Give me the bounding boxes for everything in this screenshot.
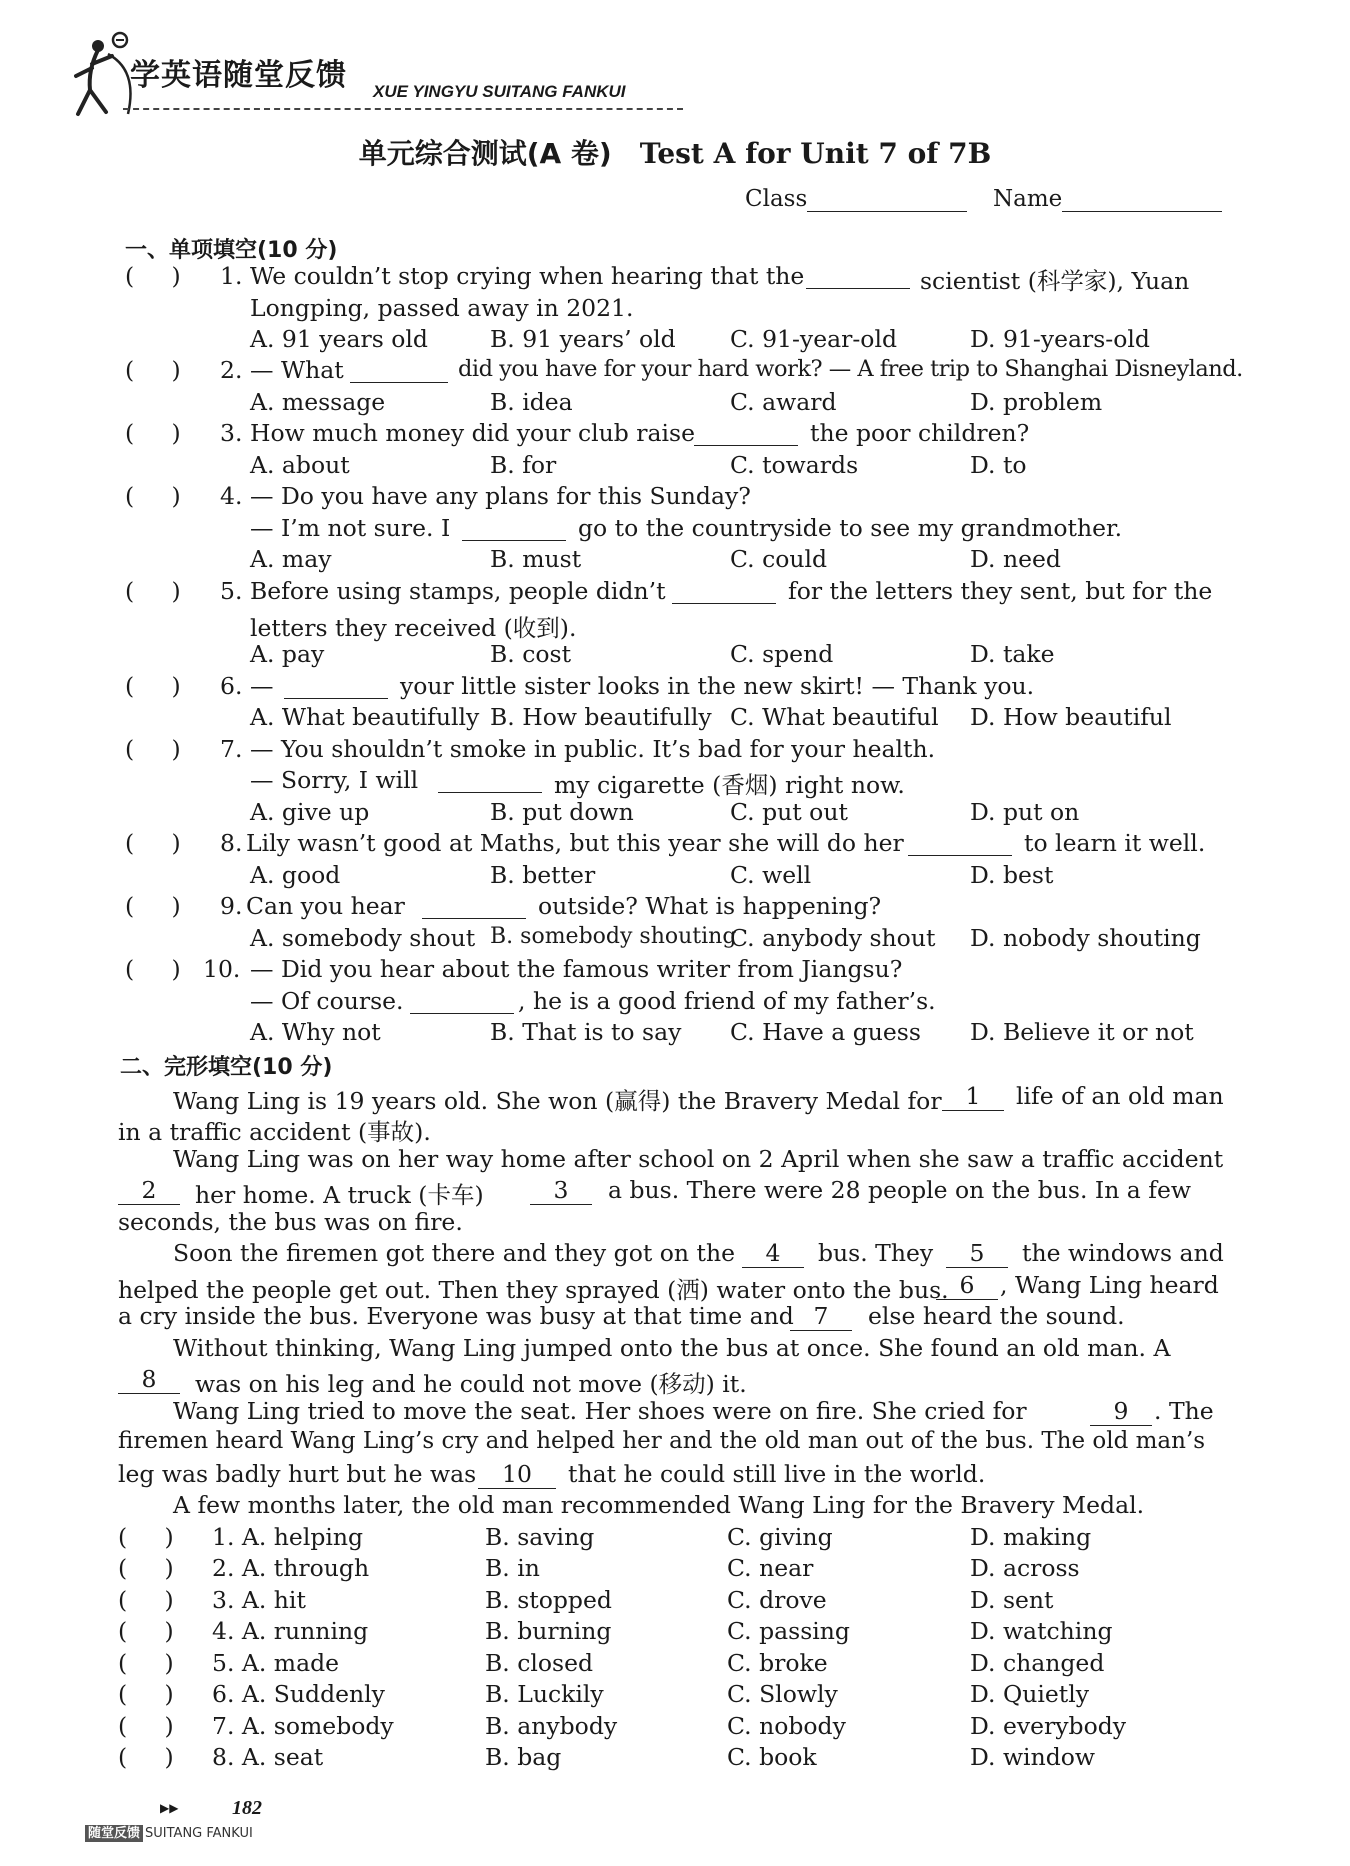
question-text: the poor children? bbox=[810, 419, 1030, 447]
option-b[interactable]: B. burning bbox=[485, 1617, 612, 1645]
passage-text: . The bbox=[1154, 1397, 1214, 1425]
question-text: did you have for your hard work? — A free trip to Shanghai Disneyland. bbox=[458, 356, 1243, 382]
option-b[interactable]: B. for bbox=[490, 451, 557, 479]
passage-text: helped the people get out. Then they sprayed (洒) water onto the bus. bbox=[118, 1276, 949, 1304]
answer-bracket[interactable]: ( ) bbox=[125, 955, 181, 983]
cloze-blank[interactable]: 6 bbox=[936, 1271, 998, 1300]
option-c[interactable]: C. 91-year-old bbox=[730, 325, 898, 353]
question-text: We couldn’t stop crying when hearing that the bbox=[250, 262, 805, 290]
option-d[interactable]: D. Believe it or not bbox=[970, 1018, 1194, 1046]
title-en: Test A for Unit 7 of 7B bbox=[639, 137, 992, 170]
option-a[interactable]: 5. A. made bbox=[212, 1649, 340, 1677]
passage-text: Without thinking, Wang Ling jumped onto the bus at once. She found an old man. A bbox=[173, 1334, 1171, 1362]
name-blank[interactable] bbox=[1062, 189, 1222, 212]
option-a[interactable]: A. somebody shout bbox=[250, 924, 476, 952]
option-b[interactable]: B. in bbox=[485, 1554, 540, 1582]
page-number: 182 bbox=[232, 1797, 262, 1819]
passage-text: life of an old man bbox=[1016, 1082, 1224, 1110]
section-heading-cloze: 二、完形填空(10 分) bbox=[120, 1055, 333, 1080]
question-text: letters they received (收到). bbox=[250, 614, 577, 642]
answer-bracket[interactable]: ( ) bbox=[125, 577, 181, 605]
answer-blank[interactable] bbox=[806, 262, 910, 289]
option-b[interactable]: B. better bbox=[490, 861, 596, 889]
passage-text: Wang Ling is 19 years old. She won (赢得) the Bravery Medal for bbox=[173, 1087, 942, 1115]
option-d[interactable]: D. Quietly bbox=[970, 1680, 1090, 1708]
option-d[interactable]: D. sent bbox=[970, 1586, 1054, 1614]
option-b[interactable]: B. How beautifully bbox=[490, 703, 712, 731]
question-number: 9. bbox=[220, 892, 243, 920]
option-c[interactable]: C. drove bbox=[727, 1586, 827, 1614]
option-c[interactable]: C. award bbox=[730, 388, 837, 416]
question-text: outside? What is happening? bbox=[538, 892, 882, 920]
option-a[interactable]: A. pay bbox=[250, 640, 325, 668]
cloze-blank[interactable]: 1 bbox=[942, 1082, 1004, 1111]
answer-bracket[interactable]: ( ) bbox=[125, 892, 181, 920]
passage-text: A few months later, the old man recommended Wang Ling for the Bravery Medal. bbox=[173, 1491, 1145, 1519]
brand-title-cn: 学英语随堂反馈 bbox=[130, 58, 347, 93]
option-a[interactable]: A. may bbox=[250, 545, 332, 573]
question-text: How much money did your club raise bbox=[250, 419, 696, 447]
question-text: — Sorry, I will bbox=[250, 766, 419, 794]
passage-text: was on his leg and he could not move (移动) it. bbox=[195, 1370, 747, 1398]
question-number: 6. bbox=[220, 672, 243, 700]
option-b[interactable]: B. stopped bbox=[485, 1586, 612, 1614]
question-number: 2. bbox=[220, 356, 243, 384]
question-number: 10. bbox=[203, 955, 241, 983]
passage-text: , Wang Ling heard bbox=[1000, 1271, 1219, 1299]
option-d[interactable]: D. take bbox=[970, 640, 1055, 668]
section-heading-multiple-choice: 一、单项填空(10 分) bbox=[125, 238, 338, 263]
question-text: Before using stamps, people didn’t bbox=[250, 577, 666, 605]
option-c[interactable]: C. nobody bbox=[727, 1712, 846, 1740]
option-c[interactable]: C. near bbox=[727, 1554, 814, 1582]
option-c[interactable]: C. What beautiful bbox=[730, 703, 939, 731]
answer-bracket[interactable]: ( ) bbox=[118, 1586, 174, 1614]
option-a[interactable]: A. give up bbox=[250, 798, 370, 826]
option-b[interactable]: B. idea bbox=[490, 388, 573, 416]
answer-bracket[interactable]: ( ) bbox=[118, 1712, 174, 1740]
option-b[interactable]: B. cost bbox=[490, 640, 572, 668]
question-text: go to the countryside to see my grandmother. bbox=[578, 514, 1123, 542]
footer-tag bbox=[85, 1822, 253, 1841]
passage-text: firemen heard Wang Ling’s cry and helped her and the old man out of the bus. The old man’s bbox=[118, 1428, 1206, 1454]
answer-blank[interactable] bbox=[908, 829, 1012, 856]
option-c[interactable]: C. book bbox=[727, 1743, 817, 1771]
option-b[interactable]: B. put down bbox=[490, 798, 634, 826]
option-a[interactable]: 3. A. hit bbox=[212, 1586, 306, 1614]
passage-text: Soon the firemen got there and they got on the bbox=[173, 1239, 736, 1267]
option-a[interactable]: A. What beautifully bbox=[250, 703, 480, 731]
passage-text: her home. A truck (卡车) bbox=[195, 1181, 484, 1209]
option-c[interactable]: C. put out bbox=[730, 798, 848, 826]
option-b[interactable]: B. saving bbox=[485, 1523, 595, 1551]
passage-text: else heard the sound. bbox=[868, 1302, 1125, 1330]
option-b[interactable]: B. That is to say bbox=[490, 1018, 682, 1046]
answer-bracket[interactable]: ( ) bbox=[118, 1680, 174, 1708]
answer-bracket[interactable]: ( ) bbox=[118, 1649, 174, 1677]
option-d[interactable]: D. put on bbox=[970, 798, 1080, 826]
option-d[interactable]: D. nobody shouting bbox=[970, 924, 1201, 952]
question-text: — You shouldn’t smoke in public. It’s bad for your health. bbox=[250, 735, 936, 763]
question-text: , he is a good friend of my father’s. bbox=[518, 987, 936, 1015]
question-text: — Do you have any plans for this Sunday? bbox=[250, 482, 751, 510]
answer-blank[interactable] bbox=[422, 892, 526, 919]
answer-bracket[interactable]: ( ) bbox=[125, 356, 181, 384]
question-text: Longping, passed away in 2021. bbox=[250, 294, 634, 322]
question-text: scientist (科学家), Yuan bbox=[920, 267, 1190, 295]
page-title bbox=[0, 132, 1350, 172]
name-label: Name bbox=[993, 186, 1063, 212]
question-number: 7. bbox=[220, 735, 243, 763]
option-d[interactable]: D. everybody bbox=[970, 1712, 1127, 1740]
footer-tag-cn: 随堂反馈 bbox=[85, 1825, 143, 1842]
option-b[interactable]: B. somebody shouting bbox=[490, 924, 737, 949]
passage-text: the windows and bbox=[1022, 1239, 1224, 1267]
cloze-blank[interactable]: 7 bbox=[790, 1302, 852, 1331]
question-number: 4. bbox=[220, 482, 243, 510]
passage-text: in a traffic accident (事故). bbox=[118, 1118, 431, 1146]
passage-text: leg was badly hurt but he was bbox=[118, 1460, 477, 1488]
answer-bracket[interactable]: ( ) bbox=[118, 1617, 174, 1645]
cloze-blank[interactable]: 8 bbox=[118, 1365, 180, 1394]
option-a[interactable]: 8. A. seat bbox=[212, 1743, 324, 1771]
option-d[interactable]: D. problem bbox=[970, 388, 1103, 416]
passage-text: seconds, the bus was on fire. bbox=[118, 1208, 463, 1236]
passage-text: Wang Ling was on her way home after school on 2 April when she saw a traffic accident bbox=[173, 1145, 1224, 1173]
option-c[interactable]: C. Have a guess bbox=[730, 1018, 921, 1046]
option-d[interactable]: D. need bbox=[970, 545, 1061, 573]
option-d[interactable]: D. making bbox=[970, 1523, 1092, 1551]
cloze-blank[interactable]: 3 bbox=[530, 1176, 592, 1205]
option-c[interactable]: C. well bbox=[730, 861, 812, 889]
option-b[interactable]: B. bag bbox=[485, 1743, 562, 1771]
option-c[interactable]: C. broke bbox=[727, 1649, 828, 1677]
question-text: — bbox=[250, 672, 274, 700]
passage-text: bus. They bbox=[818, 1239, 934, 1267]
question-text: — Did you hear about the famous writer from Jiangsu? bbox=[250, 955, 903, 983]
option-d[interactable]: D. 91-years-old bbox=[970, 325, 1150, 353]
question-text: — Of course. bbox=[250, 987, 404, 1015]
question-number: 8. bbox=[220, 829, 243, 857]
answer-blank[interactable] bbox=[672, 577, 776, 604]
option-b[interactable]: B. Luckily bbox=[485, 1680, 604, 1708]
option-d[interactable]: D. best bbox=[970, 861, 1054, 889]
option-a[interactable]: 7. A. somebody bbox=[212, 1712, 394, 1740]
option-a[interactable]: A. good bbox=[250, 861, 341, 889]
class-blank[interactable] bbox=[807, 189, 967, 212]
cloze-blank[interactable]: 5 bbox=[946, 1239, 1008, 1268]
runner-logo-icon bbox=[68, 30, 138, 120]
option-c[interactable]: C. anybody shout bbox=[730, 924, 936, 952]
answer-bracket[interactable]: ( ) bbox=[125, 262, 181, 290]
option-d[interactable]: D. across bbox=[970, 1554, 1080, 1582]
answer-bracket[interactable]: ( ) bbox=[118, 1743, 174, 1771]
class-field bbox=[745, 186, 967, 212]
answer-blank[interactable] bbox=[410, 987, 514, 1014]
cloze-blank[interactable]: 4 bbox=[742, 1239, 804, 1268]
option-a[interactable]: A. Why not bbox=[250, 1018, 381, 1046]
option-a[interactable]: A. message bbox=[250, 388, 386, 416]
option-a[interactable]: 2. A. through bbox=[212, 1554, 370, 1582]
answer-blank[interactable] bbox=[284, 672, 388, 699]
option-b[interactable]: B. 91 years’ old bbox=[490, 325, 676, 353]
header-divider bbox=[123, 108, 683, 110]
question-text: your little sister looks in the new skirt! — Thank you. bbox=[400, 672, 1035, 700]
option-c[interactable]: C. passing bbox=[727, 1617, 850, 1645]
answer-bracket[interactable]: ( ) bbox=[125, 735, 181, 763]
option-b[interactable]: B. closed bbox=[485, 1649, 594, 1677]
passage-text: a cry inside the bus. Everyone was busy at that time and bbox=[118, 1302, 794, 1330]
option-a[interactable]: 6. A. Suddenly bbox=[212, 1680, 385, 1708]
passage-text: Wang Ling tried to move the seat. Her shoes were on fire. She cried for bbox=[173, 1397, 1027, 1425]
option-d[interactable]: D. changed bbox=[970, 1649, 1105, 1677]
answer-blank[interactable] bbox=[438, 766, 542, 793]
class-label: Class bbox=[745, 186, 808, 212]
answer-bracket[interactable]: ( ) bbox=[118, 1523, 174, 1551]
option-c[interactable]: C. could bbox=[730, 545, 828, 573]
question-text: — What bbox=[250, 356, 344, 384]
option-d[interactable]: D. window bbox=[970, 1743, 1096, 1771]
option-d[interactable]: D. How beautiful bbox=[970, 703, 1172, 731]
question-number: 3. bbox=[220, 419, 243, 447]
cloze-blank[interactable]: 9 bbox=[1090, 1397, 1152, 1426]
question-text: for the letters they sent, but for the bbox=[788, 577, 1213, 605]
answer-bracket[interactable]: ( ) bbox=[125, 672, 181, 700]
option-a[interactable]: A. about bbox=[250, 451, 350, 479]
answer-blank[interactable] bbox=[694, 419, 798, 446]
question-text: Lily wasn’t good at Maths, but this year she will do her bbox=[246, 829, 904, 857]
answer-blank[interactable] bbox=[350, 356, 448, 383]
cloze-blank[interactable]: 10 bbox=[478, 1460, 556, 1489]
option-b[interactable]: B. must bbox=[490, 545, 582, 573]
answer-bracket[interactable]: ( ) bbox=[125, 829, 181, 857]
option-d[interactable]: D. watching bbox=[970, 1617, 1113, 1645]
footer-arrow-icon: ▶▶ bbox=[160, 1801, 179, 1815]
option-d[interactable]: D. to bbox=[970, 451, 1027, 479]
question-text: — I’m not sure. I bbox=[250, 514, 451, 542]
option-a[interactable]: 4. A. running bbox=[212, 1617, 369, 1645]
answer-blank[interactable] bbox=[462, 514, 566, 541]
option-c[interactable]: C. giving bbox=[727, 1523, 833, 1551]
question-number: 5. bbox=[220, 577, 243, 605]
question-text: to learn it well. bbox=[1024, 829, 1206, 857]
passage-text: a bus. There were 28 people on the bus. In a few bbox=[608, 1176, 1192, 1204]
option-c[interactable]: C. towards bbox=[730, 451, 859, 479]
option-a[interactable]: 1. A. helping bbox=[212, 1523, 364, 1551]
cloze-blank[interactable]: 2 bbox=[118, 1176, 180, 1205]
footer-tag-en: SUITANG FANKUI bbox=[145, 1826, 253, 1841]
answer-bracket[interactable]: ( ) bbox=[125, 482, 181, 510]
option-c[interactable]: C. Slowly bbox=[727, 1680, 838, 1708]
question-text: my cigarette (香烟) right now. bbox=[554, 771, 905, 799]
answer-bracket[interactable]: ( ) bbox=[118, 1554, 174, 1582]
brand-title-en: XUE YINGYU SUITANG FANKUI bbox=[373, 82, 626, 101]
name-field bbox=[993, 186, 1222, 212]
question-number: 1. bbox=[220, 262, 243, 290]
option-a[interactable]: A. 91 years old bbox=[250, 325, 428, 353]
question-text: Can you hear bbox=[246, 892, 405, 920]
answer-bracket[interactable]: ( ) bbox=[125, 419, 181, 447]
passage-text: that he could still live in the world. bbox=[568, 1460, 986, 1488]
option-b[interactable]: B. anybody bbox=[485, 1712, 618, 1740]
title-cn: 单元综合测试(A 卷) bbox=[358, 137, 612, 170]
header-brand bbox=[68, 30, 668, 120]
option-c[interactable]: C. spend bbox=[730, 640, 834, 668]
